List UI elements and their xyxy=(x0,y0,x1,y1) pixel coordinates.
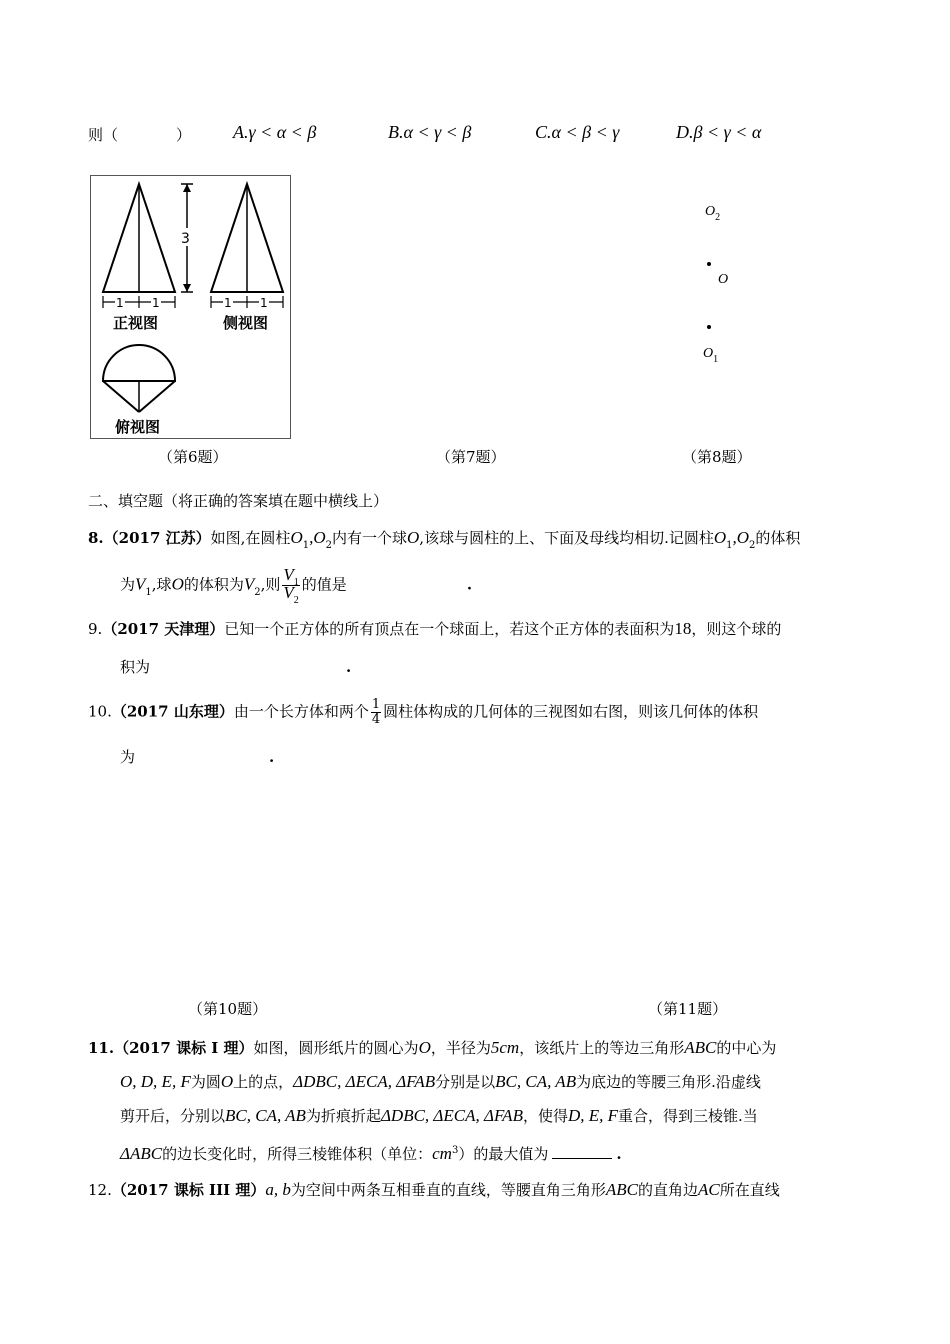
figure-8-o2: $O_2$ xyxy=(705,204,721,223)
q8-line1: 8.（2017 江苏）如图,在圆柱$O_1,O_2$内有一个球O,该球与圆柱的上、下面及母线均相切.记圆柱$O_1,O_2$的体积 xyxy=(88,528,801,551)
v1-over-v2-fraction: $\frac{V_1}{V_2}$ xyxy=(283,565,299,606)
option-d: D.β < γ < α xyxy=(676,122,762,142)
figure-8-dot xyxy=(707,325,711,329)
q12-line1: 12.（2017 课标 III 理）a, b为空间中两条互相垂直的直线，等腰直角三角形ABC的直角边AC所在直线 xyxy=(88,1180,780,1199)
side-view-label: 侧视图 xyxy=(223,314,269,332)
section-title: 二、填空题（将正确的答案填在题中横线上） xyxy=(88,492,389,510)
caption-q8: （第8题） xyxy=(682,448,752,466)
option-b: B.α < γ < β xyxy=(388,122,472,142)
dim-one-label: 1 xyxy=(224,296,232,310)
q11-line4: ΔABC的边长变化时，所得三棱锥体积（单位：$cm^3$）的最大值为 . xyxy=(120,1144,622,1163)
q11-line1: 11.（2017 课标 I 理）如图，圆形纸片的圆心为O，半径为5cm，该纸片上的等边三角形ABC的中心为 xyxy=(88,1038,777,1057)
q8-line2: 为$V_1$,球O的体积为$V_2$,则 $\frac{V_1}{V_2}$ 的值是 . xyxy=(120,565,473,606)
option-c: C.α < β < γ xyxy=(535,122,620,142)
top-view-label: 俯视图 xyxy=(115,418,161,436)
dim-one-label: 1 xyxy=(260,296,268,310)
q11-answer-blank xyxy=(552,1158,612,1159)
caption-q7: （第7题） xyxy=(436,448,506,466)
option-a: A.γ < α < β xyxy=(233,122,317,142)
caption-q11: （第11题） xyxy=(648,1000,728,1018)
q11-line2: O, D, E, F为圆O上的点，ΔDBC, ΔECA, ΔFAB分别是以BC, CA, AB为底边的等腰三角形.沿虚线 xyxy=(120,1072,761,1091)
top-view-semicircle xyxy=(103,345,175,381)
q7-close: ） xyxy=(176,126,192,144)
dim-height-label: 3 xyxy=(181,231,190,247)
q11-line3: 剪开后，分别以BC, CA, AB为折痕折起ΔDBC, ΔECA, ΔFAB，使得D, E, F重合，得到三棱锥.当 xyxy=(120,1106,758,1125)
caption-q10: （第10题） xyxy=(188,1000,268,1018)
caption-q6: （第6题） xyxy=(158,448,228,466)
q10-line1: 10.（2017 山东理）由一个长方体和两个 $\frac{1}{4}$ 圆柱体构成的几何体的三视图如右图，则该几何体的体积 xyxy=(88,697,759,727)
one-quarter-fraction: $\frac{1}{4}$ xyxy=(371,697,381,727)
figure-8-o1: $O_1$ xyxy=(703,346,719,365)
figure-6-three-views xyxy=(90,175,291,439)
dim-one-label: 1 xyxy=(116,296,124,310)
figure-6-svg xyxy=(91,176,292,440)
figure-8-o: O xyxy=(718,272,729,287)
dim-one-label: 1 xyxy=(152,296,160,310)
q9-line1: 9.（2017 天津理）已知一个正方体的所有顶点在一个球面上，若这个正方体的表面积为18，则这个球的 xyxy=(88,619,782,638)
figure-8-dot xyxy=(707,262,711,266)
q10-line2: 为 . xyxy=(120,748,275,766)
front-view-label: 正视图 xyxy=(113,314,159,332)
q9-line2: 积为 . xyxy=(120,658,352,676)
q7-stem: 则（ xyxy=(88,126,119,144)
